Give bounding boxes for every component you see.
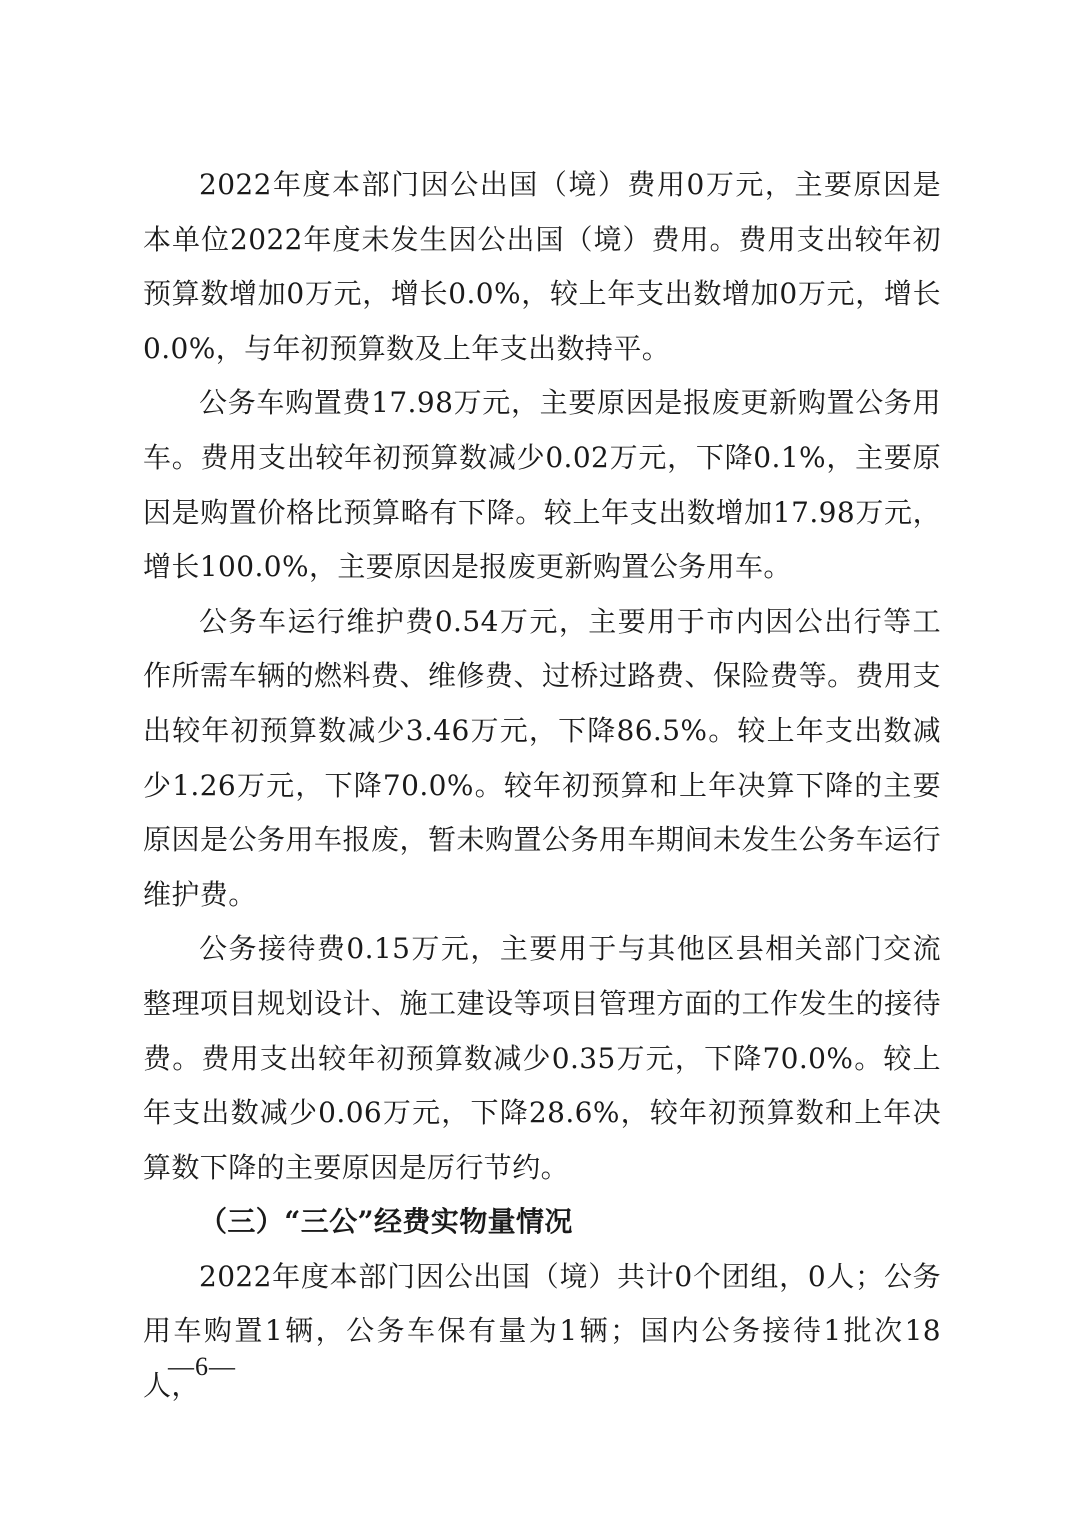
paragraph-reception: 公务接待费0.15万元，主要用于与其他区县相关部门交流整理项目规划设计、施工建设等项目管理方面的工作发生的接待费。费用支出较年初预算数减少0.35万元，下降70.0%。较上年支出数减少0.06万元，下降28.6%，较年初预算数和上年决算数下降的主要原因是厉行节约。 — [143, 932, 941, 1184]
page-number: —6— — [168, 1352, 236, 1381]
paragraph-vehicle-maintenance: 公务车运行维护费0.54万元，主要用于市内因公出行等工作所需车辆的燃料费、维修费、过桥过路费、保险费等。费用支出较年初预算数减少3.46万元，下降86.5%。较上年支出数减少1.26万元，下降70.0%。较年初预算和上年决算下降的主要原因是公务用车报废，暂未购置公务用车期间未发生公务车运行维护费。 — [143, 604, 941, 911]
section-heading: （三）“三公”经费实物量情况 — [199, 1205, 573, 1239]
paragraph-overseas-travel: 2022年度本部门因公出国（境）费用0万元，主要原因是本单位2022年度未发生因公出国（境）费用。费用支出较年初预算数增加0万元，增长0.0%，较上年支出数增加0万元，增长0.0%，与年初预算数及上年支出数持平。 — [143, 168, 941, 365]
paragraph-vehicle-purchase: 公务车购置费17.98万元，主要原因是报废更新购置公务用车。费用支出较年初预算数减少0.02万元，下降0.1%，主要原因是购置价格比预算略有下降。较上年支出数增加17.98万元，增长100.0%，主要原因是报废更新购置公务用车。 — [143, 386, 941, 584]
paragraph-physical-quantity: 2022年度本部门因公出国（境）共计0个团组，0人；公务用车购置1辆，公务车保有量为1辆；国内公务接待1批次18人， — [143, 1259, 941, 1403]
document-body — [143, 158, 941, 1414]
